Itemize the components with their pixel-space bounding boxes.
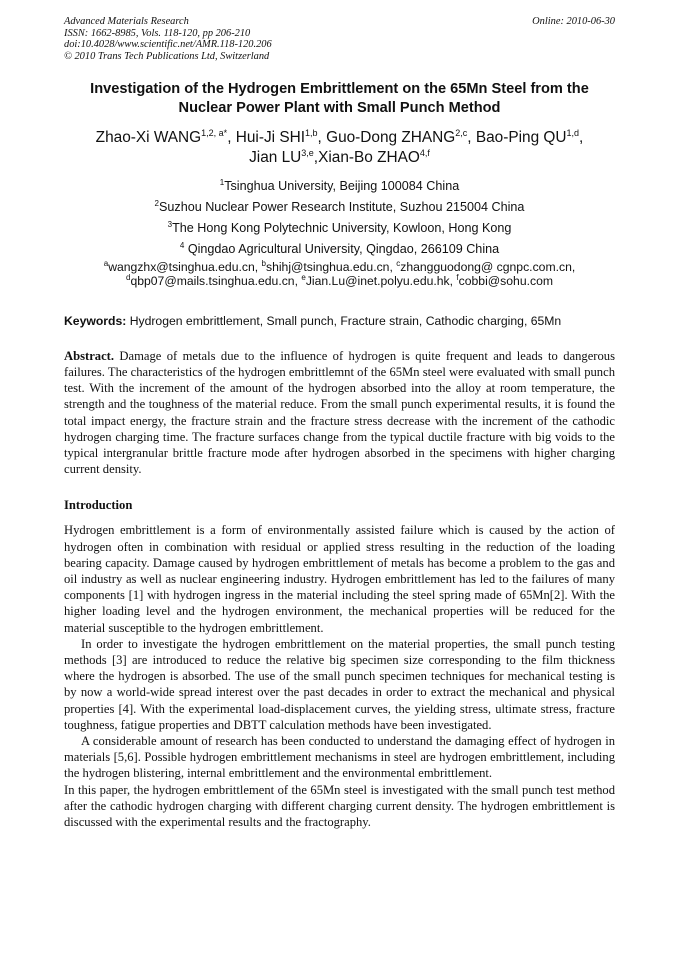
email-marker: b bbox=[261, 258, 266, 268]
email-link[interactable]: zhangguodong@ cgnpc.com.cn, bbox=[400, 259, 576, 274]
affiliation-text: Qingdao Agricultural University, Qingdao, 266109 China bbox=[184, 241, 500, 256]
author-name: Xian-Bo ZHAO bbox=[318, 149, 420, 167]
affiliation-number: 1 bbox=[219, 178, 225, 188]
email-marker: d bbox=[125, 273, 131, 283]
paragraph: Hydrogen embrittlement is a form of environmentally assisted failure which is caused by the action of hydrogen often in combination with residual or applied stress resulting in the reduction of the loading bearing capacity. Damage caused by hydrogen embrittlement of metals has become a problem to the gas and oil industry as well as nuclear engineering industry. Hydrogen embrittlement has led to the failures of many components [1] with hydrogen ingress in the material including the steel spring made of 65Mn[2]. With the higher loading level and the hydrogen environment, the mechanical properties will be reduced for the material susceptible to the hydrogen embrittlement. bbox=[64, 523, 615, 635]
author-affil-sup: 4,f bbox=[419, 148, 430, 159]
keywords-line bbox=[64, 314, 615, 329]
affiliation-number: 3 bbox=[167, 219, 173, 229]
email-link[interactable]: qbp07@mails.tsinghua.edu.cn, bbox=[130, 274, 302, 289]
doi-line[interactable]: doi:10.4028/www.scientific.net/AMR.118-120.206 bbox=[64, 39, 272, 51]
introduction-heading: Introduction bbox=[64, 498, 133, 513]
paragraph: A considerable amount of research has been conducted to understand the damaging effect of hydrogen in materials [5,6]. Possible hydrogen embrittlement mechanisms in steel are hydrogen embrittlement, including the hydrogen blistering, internal embrittlement and the environmental embrittlement. bbox=[64, 734, 615, 781]
paper-title bbox=[64, 80, 615, 118]
title-line-2: Nuclear Power Plant with Small Punch Method bbox=[178, 100, 501, 117]
email-marker: e bbox=[301, 273, 306, 283]
author-name: Hui-Ji SHI bbox=[235, 129, 306, 147]
online-date: Online: 2010-06-30 bbox=[532, 16, 615, 27]
author-line-1 bbox=[64, 128, 615, 148]
email-link[interactable]: cobbi@sohu.com bbox=[458, 274, 554, 289]
abstract-label: Abstract. bbox=[64, 348, 115, 363]
author-separator: , bbox=[467, 129, 476, 147]
keywords-label: Keywords: bbox=[64, 313, 127, 328]
author-separator: , bbox=[227, 129, 236, 147]
email-link[interactable]: Jian.Lu@inet.polyu.edu.hk, bbox=[305, 274, 457, 289]
author-name: Bao-Ping QU bbox=[475, 129, 567, 147]
affiliation bbox=[64, 239, 615, 260]
email-line-2 bbox=[64, 274, 615, 289]
paper-page bbox=[64, 16, 615, 830]
paragraph: In this paper, the hydrogen embrittlement of the 65Mn steel is investigated with the small punch test method after the cathodic hydrogen charging with different charging current density. The hydrogen embrittlement is discussed with the experimental results and the fractography. bbox=[64, 782, 615, 830]
affiliation bbox=[64, 197, 615, 218]
abstract-text: Damage of metals due to the influence of hydrogen is quite frequent and leads to dangerous failures. The characteristics of the hydrogen embrittlemnt of the 65Mn steel were evaluated with small punch test. With the increment of the amount of the hydrogen absorbed into the alloy at room temperature, the strength and the toughness of the material reduce. From the small punch experimental results, it is found the total impact energy, the fracture strain and the fracture stress decrease with the increment of the cathodic hydrogen charging time. The fracture surfaces change from the typical ductile fracture with big voids to the typical intergranular brittle fracture mode after hydrogen absorbed in the specimens with higher charging current density. bbox=[64, 348, 615, 477]
email-marker: a bbox=[103, 258, 109, 268]
affiliation-list bbox=[64, 176, 615, 259]
affiliation-text: Suzhou Nuclear Power Research Institute, Suzhou 215004 China bbox=[159, 200, 525, 215]
title-line-1: Investigation of the Hydrogen Embrittlement on the 65Mn Steel from the bbox=[90, 81, 589, 98]
affiliation-number: 2 bbox=[154, 198, 159, 208]
author-affil-sup: 1,2, a* bbox=[201, 128, 228, 139]
author-name: Zhao-Xi WANG bbox=[95, 129, 202, 147]
author-affil-sup: 1,b bbox=[305, 128, 318, 139]
author-affil-sup: 1,d bbox=[566, 128, 580, 139]
copyright-line: © 2010 Trans Tech Publications Ltd, Switzerland bbox=[64, 50, 270, 62]
author-separator: , bbox=[579, 129, 584, 147]
email-line-1 bbox=[64, 260, 615, 275]
affiliation-text: The Hong Kong Polytechnic University, Kowloon, Hong Kong bbox=[172, 220, 512, 235]
author-line-2 bbox=[64, 148, 615, 168]
author-separator: , bbox=[313, 149, 319, 167]
affiliation-text: Tsinghua University, Beijing 100084 China bbox=[224, 179, 460, 194]
paragraph: In order to investigate the hydrogen embrittlement on the material properties, the small punch testing methods [3] are introduced to reduce the relative big specimen size corresponding to the film thickness where the hydrogen is absorbed. The use of the small punch specimen techniques for mechanical testing is by now a world-wide spread interest over the past decades in order to extract the mechanical and physical properties [4]. With the experimental load-displacement curves, the yielding stress, ultimate stress, fracture toughness, fatigue properties and DBTT calculation methods have been investigated. bbox=[64, 636, 615, 732]
author-name: Guo-Dong ZHANG bbox=[326, 129, 456, 147]
journal-name: Advanced Materials Research bbox=[64, 16, 189, 27]
email-list bbox=[64, 260, 615, 289]
introduction-body bbox=[64, 522, 615, 830]
email-marker: c bbox=[396, 258, 401, 268]
email-link[interactable]: shihj@tsinghua.edu.cn, bbox=[265, 259, 397, 274]
affiliation bbox=[64, 176, 615, 197]
author-list bbox=[64, 128, 615, 168]
journal-header bbox=[64, 16, 615, 62]
author-affil-sup: 2,c bbox=[455, 128, 468, 139]
author-affil-sup: 3,e bbox=[301, 148, 314, 159]
affiliation-number: 4 bbox=[179, 240, 185, 250]
abstract-section bbox=[64, 348, 615, 478]
affiliation bbox=[64, 218, 615, 239]
author-separator: , bbox=[317, 129, 327, 147]
author-name: Jian LU bbox=[249, 149, 302, 167]
email-marker: f bbox=[456, 273, 459, 283]
issn-line: ISSN: 1662-8985, Vols. 118-120, pp 206-210 bbox=[64, 27, 251, 39]
keywords-text: Hydrogen embrittlement, Small punch, Fracture strain, Cathodic charging, 65Mn bbox=[126, 313, 562, 328]
email-link[interactable]: wangzhx@tsinghua.edu.cn, bbox=[108, 259, 262, 274]
